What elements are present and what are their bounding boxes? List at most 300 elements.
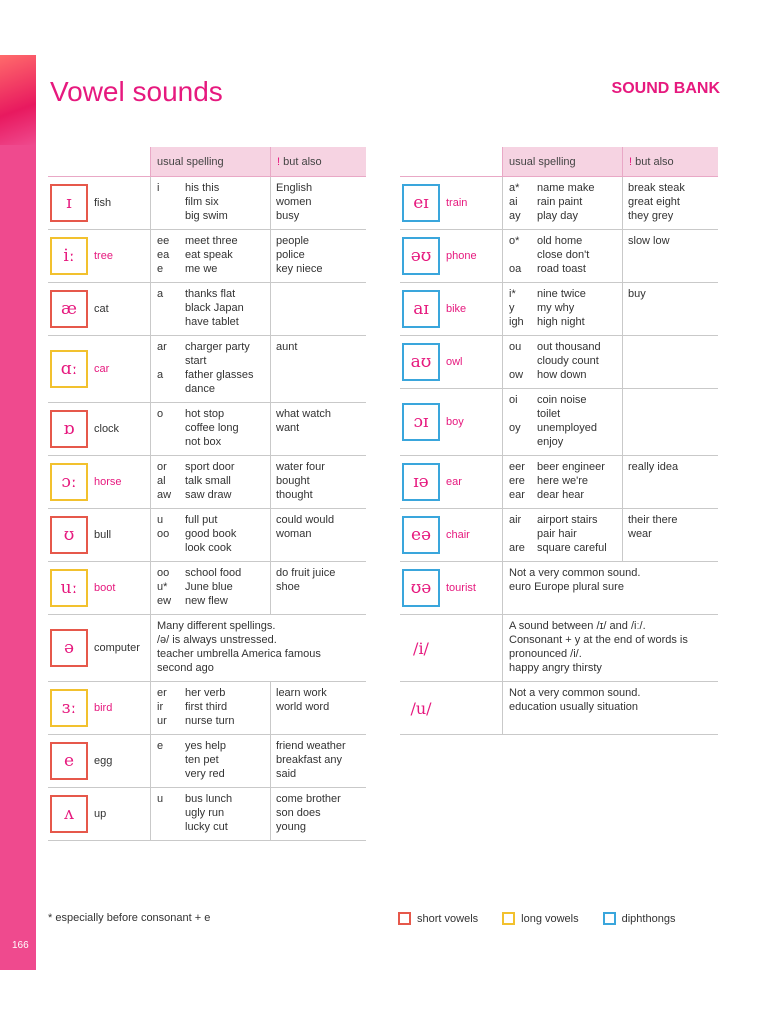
spelling-patterns [157, 287, 185, 331]
spelling-pattern: or [157, 461, 167, 473]
description-line: A sound between /ɪ/ and /iː/. [509, 620, 646, 632]
bird-icon: ɜː [50, 689, 88, 727]
phonetic-symbol: /i/ [413, 638, 429, 658]
example-words [185, 407, 270, 451]
car-icon: ɑː [50, 350, 88, 388]
page-number: 166 [12, 940, 29, 951]
page-edge-bar [0, 55, 36, 970]
spelling-pattern [509, 435, 537, 449]
description-line: euro Europe plural sure [509, 581, 624, 593]
example-line: airport stairs [537, 514, 598, 526]
example-words [185, 181, 270, 225]
example-line: thanks flat [185, 288, 236, 300]
spelling-pattern: ew [157, 595, 172, 607]
usual-spelling-cell [502, 177, 622, 229]
sound-cell [48, 682, 150, 734]
example-line: play day [537, 210, 578, 222]
example-line: her verb [185, 687, 226, 699]
table-row [48, 177, 366, 230]
spelling-pattern: ow [509, 369, 524, 381]
table-row [400, 509, 718, 562]
example-line: start [185, 355, 207, 367]
usual-spelling-cell [502, 509, 622, 561]
spelling-patterns [157, 739, 185, 783]
exception-line: busy [276, 210, 300, 222]
example-line: have tablet [185, 316, 239, 328]
example-line: sport door [185, 461, 235, 473]
spelling-patterns [509, 287, 537, 331]
description-line: pronounced /i/. [509, 648, 582, 660]
but-also-cell [622, 283, 718, 335]
spelling-pattern: e [157, 263, 164, 275]
fish-icon: ɪ [50, 184, 88, 222]
example-line: close don't [537, 249, 590, 261]
exception-line: shoe [276, 581, 300, 593]
sound-cell [48, 177, 150, 229]
description-cell [502, 615, 718, 681]
sound-cell [48, 509, 150, 561]
bull-icon: ʊ [50, 516, 88, 554]
but-also-cell [622, 336, 718, 388]
but-also-cell [270, 509, 366, 561]
example-line: name make [537, 182, 595, 194]
table-row [48, 336, 366, 403]
horse-icon: ɔː [50, 463, 88, 501]
example-line: saw draw [185, 489, 232, 501]
usual-spelling-cell [502, 283, 622, 335]
spelling-patterns [509, 460, 537, 504]
exception-line: water four [276, 461, 325, 473]
ear-icon: ɪə [402, 463, 440, 501]
table-row [400, 456, 718, 509]
spelling-patterns [157, 460, 185, 504]
example-line: ugly run [185, 807, 225, 819]
but-also-cell [270, 682, 366, 734]
usual-spelling-cell [150, 283, 270, 335]
diphthong-square-icon [603, 912, 616, 925]
description-line: education usually situation [509, 701, 639, 713]
spelling-pattern: ere [509, 475, 525, 487]
but-also-cell [270, 456, 366, 508]
exception-line: thought [276, 489, 313, 501]
spelling-pattern: e [157, 740, 164, 752]
table-row [48, 230, 366, 283]
example-line: coffee long [185, 422, 239, 434]
sound-cell [48, 456, 150, 508]
sound-label: clock [94, 423, 120, 435]
boot-icon: uː [50, 569, 88, 607]
usual-spelling-cell [150, 509, 270, 561]
exception-line: slow low [628, 235, 670, 247]
example-line: full put [185, 514, 218, 526]
table-body [48, 177, 366, 841]
example-words [185, 513, 270, 557]
spelling-pattern: er [157, 687, 167, 699]
sound-cell [400, 283, 502, 335]
exception-line: women [276, 196, 312, 208]
tree-icon: iː [50, 237, 88, 275]
table-row [400, 615, 718, 682]
but-also-cell [270, 403, 366, 455]
legend-item: short vowels [398, 912, 478, 925]
sound-cell [48, 403, 150, 455]
sound-cell [400, 615, 502, 681]
exception-line: breakfast any [276, 754, 343, 766]
table-row [48, 456, 366, 509]
exception-line: really idea [628, 461, 679, 473]
but-also-cell [270, 562, 366, 614]
spelling-pattern: ir [157, 701, 164, 713]
spelling-patterns [509, 340, 537, 384]
example-words [537, 287, 622, 331]
example-line: yes help [185, 740, 226, 752]
spelling-patterns [157, 513, 185, 557]
example-line: nine twice [537, 288, 586, 300]
example-line: pair hair [537, 528, 577, 540]
but-also-cell [270, 177, 366, 229]
spelling-pattern: ai [509, 196, 518, 208]
description-cell [150, 615, 366, 681]
up-arrow-icon: ʌ [50, 795, 88, 833]
table-row [400, 336, 718, 389]
sound-cell [400, 682, 502, 734]
spelling-pattern: oa [509, 263, 522, 275]
spelling-pattern: y [509, 302, 515, 314]
example-words [537, 393, 622, 451]
phone-icon: əʊ [402, 237, 440, 275]
spelling-pattern: aw [157, 489, 172, 501]
but-also-cell [622, 509, 718, 561]
exception-line: people [276, 235, 310, 247]
usual-spelling-cell [502, 456, 622, 508]
spelling-patterns [509, 393, 537, 451]
spelling-pattern: ea [157, 249, 170, 261]
example-line: ten pet [185, 754, 219, 766]
example-line: June blue [185, 581, 233, 593]
spelling-patterns [157, 407, 185, 451]
sound-label: bike [446, 303, 467, 315]
table-row [48, 615, 366, 682]
example-words [185, 460, 270, 504]
example-line: talk small [185, 475, 231, 487]
sound-cell [400, 509, 502, 561]
tourist-icon: ʊə [402, 569, 440, 607]
example-line: high night [537, 316, 585, 328]
spelling-pattern: air [509, 514, 522, 526]
table-row [400, 389, 718, 456]
example-line: enjoy [537, 436, 564, 448]
table-row [400, 177, 718, 230]
example-words [185, 234, 270, 278]
example-line: square careful [537, 542, 607, 554]
example-line: look cook [185, 542, 232, 554]
sound-label: boot [94, 582, 116, 594]
exception-line: could would [276, 514, 335, 526]
table-row [48, 403, 366, 456]
spelling-pattern [509, 354, 537, 368]
exception-line: buy [628, 288, 646, 300]
spelling-pattern: igh [509, 316, 524, 328]
exception-line: great eight [628, 196, 680, 208]
example-words [537, 460, 622, 504]
description-line: Consonant + y at the end of words is [509, 634, 688, 646]
example-line: dance [185, 383, 215, 395]
sound-label: tree [94, 250, 113, 262]
sound-cell [400, 336, 502, 388]
right-vowel-table [400, 147, 718, 735]
table-row [48, 682, 366, 735]
sound-cell [48, 336, 150, 402]
table-row [400, 682, 718, 735]
exception-line: said [276, 768, 297, 780]
spelling-patterns [157, 792, 185, 836]
usual-spelling-cell [150, 456, 270, 508]
usual-spelling-cell [150, 336, 270, 402]
sound-label: bull [94, 529, 112, 541]
owl-icon: aʊ [402, 343, 440, 381]
sound-cell [48, 283, 150, 335]
example-words [185, 340, 270, 398]
example-line: me we [185, 263, 218, 275]
train-icon: eɪ [402, 184, 440, 222]
sound-cell [400, 389, 502, 455]
example-words [185, 792, 270, 836]
sound-label: computer [94, 642, 140, 654]
exception-line: learn work [276, 687, 327, 699]
sound-cell [48, 735, 150, 787]
spelling-pattern: are [509, 542, 525, 554]
description-line: Not a very common sound. [509, 567, 641, 579]
spelling-pattern: u [157, 793, 164, 805]
example-line: school food [185, 567, 242, 579]
legend [398, 912, 675, 925]
exception-line: their there [628, 514, 678, 526]
sound-label: cat [94, 303, 109, 315]
description-cell [502, 562, 718, 614]
description-line: Many different spellings. [157, 620, 276, 632]
example-line: charger party [185, 341, 250, 353]
usual-spelling-header: usual spelling [502, 147, 622, 176]
spelling-pattern: ar [157, 341, 167, 353]
exception-line: aunt [276, 341, 298, 353]
spelling-patterns [157, 234, 185, 278]
but-also-cell [270, 788, 366, 840]
example-line: road toast [537, 263, 586, 275]
computer-icon: ə [50, 629, 88, 667]
example-words [537, 340, 622, 384]
example-words [537, 513, 622, 557]
chair-icon: eə [402, 516, 440, 554]
exception-line: woman [276, 528, 312, 540]
example-line: here we're [537, 475, 589, 487]
exception-line: come brother [276, 793, 341, 805]
example-line: coin noise [537, 394, 587, 406]
exception-line: break steak [628, 182, 685, 194]
example-line: old home [537, 235, 583, 247]
example-line: unemployed [537, 422, 597, 434]
table-row [48, 735, 366, 788]
spelling-pattern: oi [509, 394, 518, 406]
example-line: meet three [185, 235, 238, 247]
example-words [537, 234, 622, 278]
spelling-pattern: a [157, 288, 164, 300]
spelling-pattern [157, 382, 185, 396]
but-also-header: ! but also [622, 147, 718, 176]
sound-cell [400, 456, 502, 508]
exception-line: young [276, 821, 306, 833]
footnote: * especially before consonant + e [48, 912, 211, 924]
sound-label: egg [94, 755, 113, 767]
table-body [400, 177, 718, 735]
but-also-cell [270, 735, 366, 787]
spelling-pattern: oy [509, 422, 521, 434]
example-line: lucky cut [185, 821, 228, 833]
example-line: not box [185, 436, 222, 448]
exception-line: want [276, 422, 300, 434]
bike-icon: aɪ [402, 290, 440, 328]
example-line: first third [185, 701, 228, 713]
spelling-patterns [509, 181, 537, 225]
exception-line: do fruit juice [276, 567, 336, 579]
spelling-pattern: ee [157, 235, 170, 247]
legend-item: long vowels [502, 912, 578, 925]
but-also-cell [622, 177, 718, 229]
cat-icon: æ [50, 290, 88, 328]
page-edge-decoration [0, 55, 36, 145]
description-line: happy angry thirsty [509, 662, 602, 674]
exception-line: bought [276, 475, 310, 487]
table-row [48, 509, 366, 562]
spelling-pattern: i [157, 182, 160, 194]
usual-spelling-cell [150, 735, 270, 787]
spelling-pattern: ay [509, 210, 521, 222]
short-vowel-square-icon [398, 912, 411, 925]
sound-cell [400, 177, 502, 229]
example-line: his this [185, 182, 220, 194]
description-cell [502, 682, 718, 734]
spelling-pattern: ur [157, 715, 167, 727]
sound-cell [48, 788, 150, 840]
spelling-pattern: al [157, 475, 166, 487]
egg-icon: e [50, 742, 88, 780]
example-line: beer engineer [537, 461, 605, 473]
table-row [48, 283, 366, 336]
but-also-cell [270, 283, 366, 335]
exception-line: they grey [628, 210, 674, 222]
table-row [400, 283, 718, 336]
spelling-pattern: u* [157, 581, 168, 593]
description-line: /ə/ is always unstressed. [157, 634, 277, 646]
sound-label: fish [94, 197, 112, 209]
exception-line: son does [276, 807, 321, 819]
long-vowel-square-icon [502, 912, 515, 925]
clock-icon: ɒ [50, 410, 88, 448]
example-line: rain paint [537, 196, 583, 208]
usual-spelling-header: usual spelling [150, 147, 270, 176]
sound-cell [400, 230, 502, 282]
example-words [537, 181, 622, 225]
spelling-pattern [509, 407, 537, 421]
example-line: very red [185, 768, 225, 780]
sound-label: tourist [446, 582, 476, 594]
description-line: teacher umbrella America famous [157, 648, 321, 660]
but-also-cell [622, 389, 718, 455]
but-also-cell [270, 336, 366, 402]
example-line: dear hear [537, 489, 585, 501]
table-header [48, 147, 366, 177]
description-line: second ago [157, 662, 214, 674]
but-also-cell [270, 230, 366, 282]
example-line: out thousand [537, 341, 601, 353]
usual-spelling-cell [150, 177, 270, 229]
spelling-pattern: ou [509, 341, 522, 353]
exception-line: wear [628, 528, 652, 540]
exception-line: friend weather [276, 740, 346, 752]
spelling-pattern: o* [509, 235, 520, 247]
example-line: cloudy count [537, 355, 599, 367]
example-words [185, 287, 270, 331]
section-title: SOUND BANK [611, 80, 720, 97]
legend-item: diphthongs [603, 912, 676, 925]
sound-cell [48, 562, 150, 614]
exception-line: English [276, 182, 313, 194]
example-words [185, 566, 270, 610]
table-row [48, 788, 366, 841]
example-line: nurse turn [185, 715, 235, 727]
example-words [185, 686, 270, 730]
exception-line: world word [276, 701, 330, 713]
example-line: good book [185, 528, 237, 540]
page-title: Vowel sounds [50, 76, 223, 107]
sound-cell [48, 615, 150, 681]
spelling-pattern: eer [509, 461, 525, 473]
but-also-cell [622, 230, 718, 282]
example-line: big swim [185, 210, 228, 222]
spelling-pattern [509, 248, 537, 262]
spelling-pattern: oo [157, 528, 170, 540]
spelling-pattern [509, 527, 537, 541]
example-line: new flew [185, 595, 228, 607]
example-line: film six [185, 196, 219, 208]
but-also-header: ! but also [270, 147, 366, 176]
exception-line: police [276, 249, 305, 261]
usual-spelling-cell [502, 336, 622, 388]
sound-label: owl [446, 356, 463, 368]
exception-line: what watch [276, 408, 332, 420]
example-line: toilet [537, 408, 561, 420]
left-vowel-table [48, 147, 366, 841]
table-header [400, 147, 718, 177]
spelling-patterns [157, 566, 185, 610]
usual-spelling-cell [150, 562, 270, 614]
sound-cell [48, 230, 150, 282]
sound-label: ear [446, 476, 462, 488]
spelling-pattern: o [157, 408, 164, 420]
sound-cell [400, 562, 502, 614]
usual-spelling-cell [502, 389, 622, 455]
spelling-patterns [509, 234, 537, 278]
table-row [400, 562, 718, 615]
spelling-pattern: oo [157, 567, 170, 579]
usual-spelling-cell [150, 403, 270, 455]
sound-label: bird [94, 702, 113, 714]
description-line: Not a very common sound. [509, 687, 641, 699]
example-line: hot stop [185, 408, 225, 420]
exception-line: key niece [276, 263, 323, 275]
example-line: how down [537, 369, 587, 381]
example-line: father glasses [185, 369, 254, 381]
spelling-patterns [157, 181, 185, 225]
